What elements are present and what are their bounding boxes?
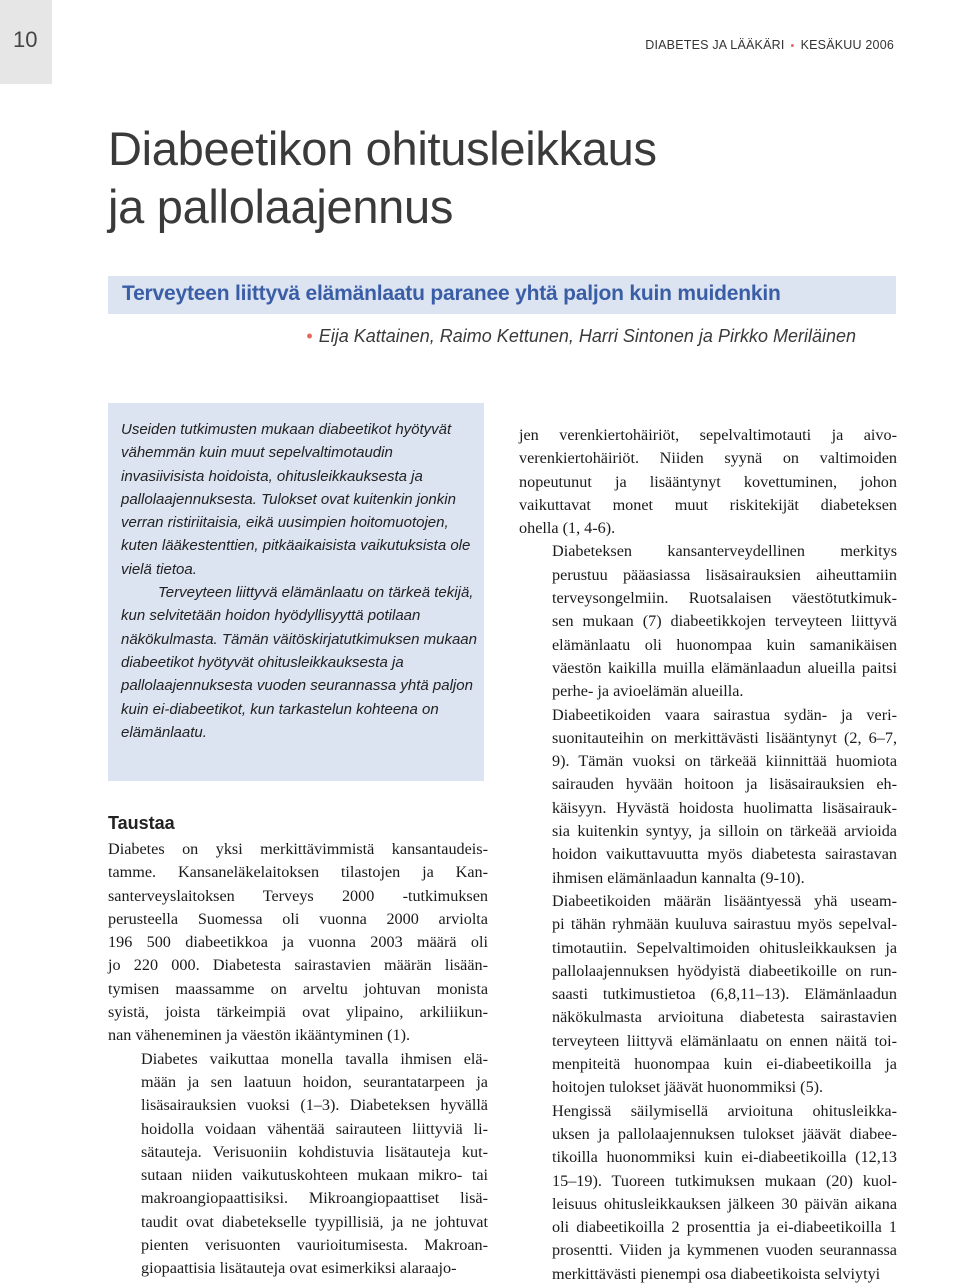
right-column <box>519 424 897 1286</box>
body-line: käisyyn. Hyvästä hoidosta huolimatta lisäsairauk- <box>552 798 897 817</box>
body-line: sia kuitenkin syntyy, ja silloin on tärkeää arvioida <box>552 822 897 841</box>
body-line: uksen ja pallolaajennuksen tulokset jäävät diabee- <box>552 1124 897 1143</box>
body-line: pallolaajennuksen hyödyistä diabeetikoille on run- <box>552 961 897 980</box>
running-header <box>645 38 894 52</box>
body-paragraph <box>519 540 897 703</box>
body-line: Diabeetikoiden määrän lisääntyessä yhä useam- <box>552 891 897 910</box>
body-line: tikoilla huonommiksi kuin ei-diabeetikoilla (12,13 <box>552 1148 897 1167</box>
body-line: mään ja sen laatuun hoidon, seurantatarpeen ja <box>141 1072 488 1091</box>
body-line: Hengissä säilymisellä arvioituna ohitusleikka- <box>552 1101 897 1120</box>
lead-box <box>108 403 484 781</box>
author-bullet: • <box>306 326 313 346</box>
article-title-line-2: ja pallolaajennus <box>108 180 454 233</box>
body-line: merkittävästi pienempi osa diabeetikoista selviytyi <box>552 1264 881 1283</box>
body-line: Diabeetikoiden vaara sairastua sydän- ja veri- <box>552 705 897 724</box>
body-paragraph <box>519 890 897 1100</box>
body-line: terveyteen liittyvä elämänlaatu on ennen näitä toi- <box>552 1031 897 1050</box>
subtitle-bar <box>108 276 896 314</box>
body-line: pi tähän ryhmään kuuluva sairastuu myös sepelval- <box>552 915 897 934</box>
body-line: hoidolla voidaan vähentää sairauteen liittyviä li- <box>141 1119 488 1138</box>
body-paragraph <box>519 1100 897 1286</box>
issue-date: KESÄKUU 2006 <box>800 38 894 52</box>
body-line: taudit ovat diabetekselle tyypillisiä, ja ne johtuvat <box>141 1212 488 1231</box>
body-line: vaikuttavat monet muut riskitekijät diabeteksen <box>519 495 897 514</box>
body-line: timotautiin. Sepelvaltimoiden ohitusleikkauksen ja <box>552 938 897 957</box>
body-line: Diabeteksen kansanterveydellinen merkitys <box>552 542 897 561</box>
article-title <box>108 120 888 236</box>
body-line: nopeutunut ja lisääntynyt kovettuminen, johon <box>519 472 897 491</box>
body-paragraph <box>519 424 897 540</box>
left-column <box>108 838 488 1281</box>
body-line: hoitojen tulokset jäävät huonommiksi (5). <box>552 1078 824 1097</box>
page-number-box <box>0 0 52 84</box>
body-line: lisäsairauksien vuoksi (1–3). Diabeteksen hyvällä <box>141 1096 488 1115</box>
body-line: jo 220 000. Diabetesta sairastavien määrän lisään- <box>108 956 488 975</box>
body-line: sairauden hyvään hoitoon ja lisäsairauksien eh- <box>552 775 897 794</box>
section-heading: Taustaa <box>108 813 175 833</box>
body-line: pienten verisuonten vaurioitumisesta. Makroan- <box>141 1236 488 1255</box>
body-line: sätauteja. Verisuoniin kohdistuvia lisätauteja kut- <box>141 1142 488 1161</box>
publication-name: DIABETES JA LÄÄKÄRI <box>645 38 785 52</box>
body-line: menpiteitä huonompaa kuin ei-diabeetikoilla ja <box>552 1055 897 1074</box>
article-title-line-1: Diabeetikon ohitusleikkaus <box>108 122 657 175</box>
body-line: 9). Tämän vuoksi on tärkeää kiinnittää huomiota <box>552 752 897 771</box>
body-line: santerveyslaitoksen Terveys 2000 -tutkimuksen <box>108 886 488 905</box>
lead-text <box>121 418 479 744</box>
body-line: elämänlaatu oli huonompaa kuin samanikäisen <box>552 635 897 654</box>
body-line: näkökulmasta arvioituna diabetesta sairastavien <box>552 1008 897 1027</box>
author-line <box>306 326 856 347</box>
body-line: ohella (1, 4-6). <box>519 519 616 538</box>
body-line: Diabetes vaikuttaa monella tavalla ihmisen elä- <box>141 1049 488 1068</box>
body-line: perusteella Suomessa oli vuonna 2000 arviolta <box>108 909 488 928</box>
body-paragraph <box>519 704 897 890</box>
lead-paragraph-1: Useiden tutkimusten mukaan diabeetikot hyötyvät vähemmän kuin muut sepelvaltimotaudin invasiivisista hoidoista, ohitusleikkauksesta ja pallolaajennuksesta. Tulokset ovat kuitenkin jonkin verran ristiriitaisia, eikä uusimpien hoitomuotojen, kuten lääkestenttien, pitkäaikaisista vaikutuksista ole vielä tietoa. <box>121 421 471 578</box>
body-line: ihmisen elämänlaadun kannalta (9-10). <box>552 868 805 887</box>
body-line: perhe- ja avioelämän alueilla. <box>552 682 744 701</box>
page-number: 10 <box>13 27 38 52</box>
header-separator: • <box>790 40 795 52</box>
body-line: 15–19). Tuoreen tutkimuksen mukaan (20) kuol- <box>552 1171 897 1190</box>
body-line: jen verenkiertohäiriöt, sepelvaltimotauti ja aivo- <box>519 426 897 444</box>
body-line: suonitauteihin on merkittävästi lisääntynyt (2, 6–7, <box>552 728 897 747</box>
body-line: Diabetes on yksi merkittävimmistä kansantaudeis- <box>108 840 488 858</box>
body-line: tymisen maassamme on arveltu johtuvan monista <box>108 979 488 998</box>
body-paragraph <box>108 1048 488 1281</box>
body-line: prosentti. Viiden ja kymmenen vuoden seurannassa <box>552 1241 897 1260</box>
body-line: 196 500 diabeetikkoa ja vuonna 2003 määrä oli <box>108 933 488 952</box>
article-subtitle: Terveyteen liittyvä elämänlaatu paranee yhtä paljon kuin muidenkin <box>122 282 781 305</box>
body-line: hoidon vaikuttavuutta myös diabetesta sairastavan <box>552 845 897 864</box>
body-line: syistä, joista tärkeimpiä ovat ylipaino, arkiliikun- <box>108 1003 488 1022</box>
body-line: verenkiertohäiriöt. Niiden syynä on valtimoiden <box>519 449 897 468</box>
body-line: makroangiopaattisiksi. Mikroangiopaattiset lisä- <box>141 1189 488 1208</box>
body-line: giopaattisia lisätauteja ovat esimerkiksi alaraajo- <box>141 1259 457 1278</box>
body-line: sen mukaan (7) diabeetikkojen terveyteen liittyvä <box>552 612 897 631</box>
body-line: oli diabeetikoilla 2 prosenttia ja ei-diabeetikoilla 1 <box>552 1218 897 1237</box>
lead-paragraph-2: Terveyteen liittyvä elämänlaatu on tärkeä tekijä, kun selvitetään hoidon hyödyllisyyttä potilaan näkökulmasta. Tämän väitöskirjatutkimuksen mukaan diabeetikot hyötyvät ohitusleikkauksesta ja pallolaajennuksesta vuoden seurannassa yhtä paljon kuin ei-diabeetikot, kun tarkastelun kohteena on elämänlaatu. <box>121 584 477 741</box>
body-line: nan väheneminen ja väestön ikääntyminen (1). <box>108 1026 411 1045</box>
body-line: leisuus ohitusleikkauksen jälkeen 30 päivän aikana <box>552 1194 897 1213</box>
authors: Eija Kattainen, Raimo Kettunen, Harri Sintonen ja Pirkko Meriläinen <box>318 326 856 346</box>
body-line: terveysongelmiin. Ruotsalaisen väestötutkimuk- <box>552 589 897 608</box>
body-line: tamme. Kansaneläkelaitoksen tilastojen ja Kan- <box>108 863 488 882</box>
body-line: väestön kaikilla muilla elämänlaadun alueilla paitsi <box>552 658 897 677</box>
body-line: perustuu pääasiassa lisäsairauksien aiheuttamiin <box>552 565 897 584</box>
body-line: saasti tutkimustietoa (6,8,11–13). Elämänlaadun <box>552 985 897 1004</box>
body-line: sutaan niiden vaikutuskohteen mukaan mikro- tai <box>141 1166 488 1185</box>
body-paragraph <box>108 838 488 1048</box>
